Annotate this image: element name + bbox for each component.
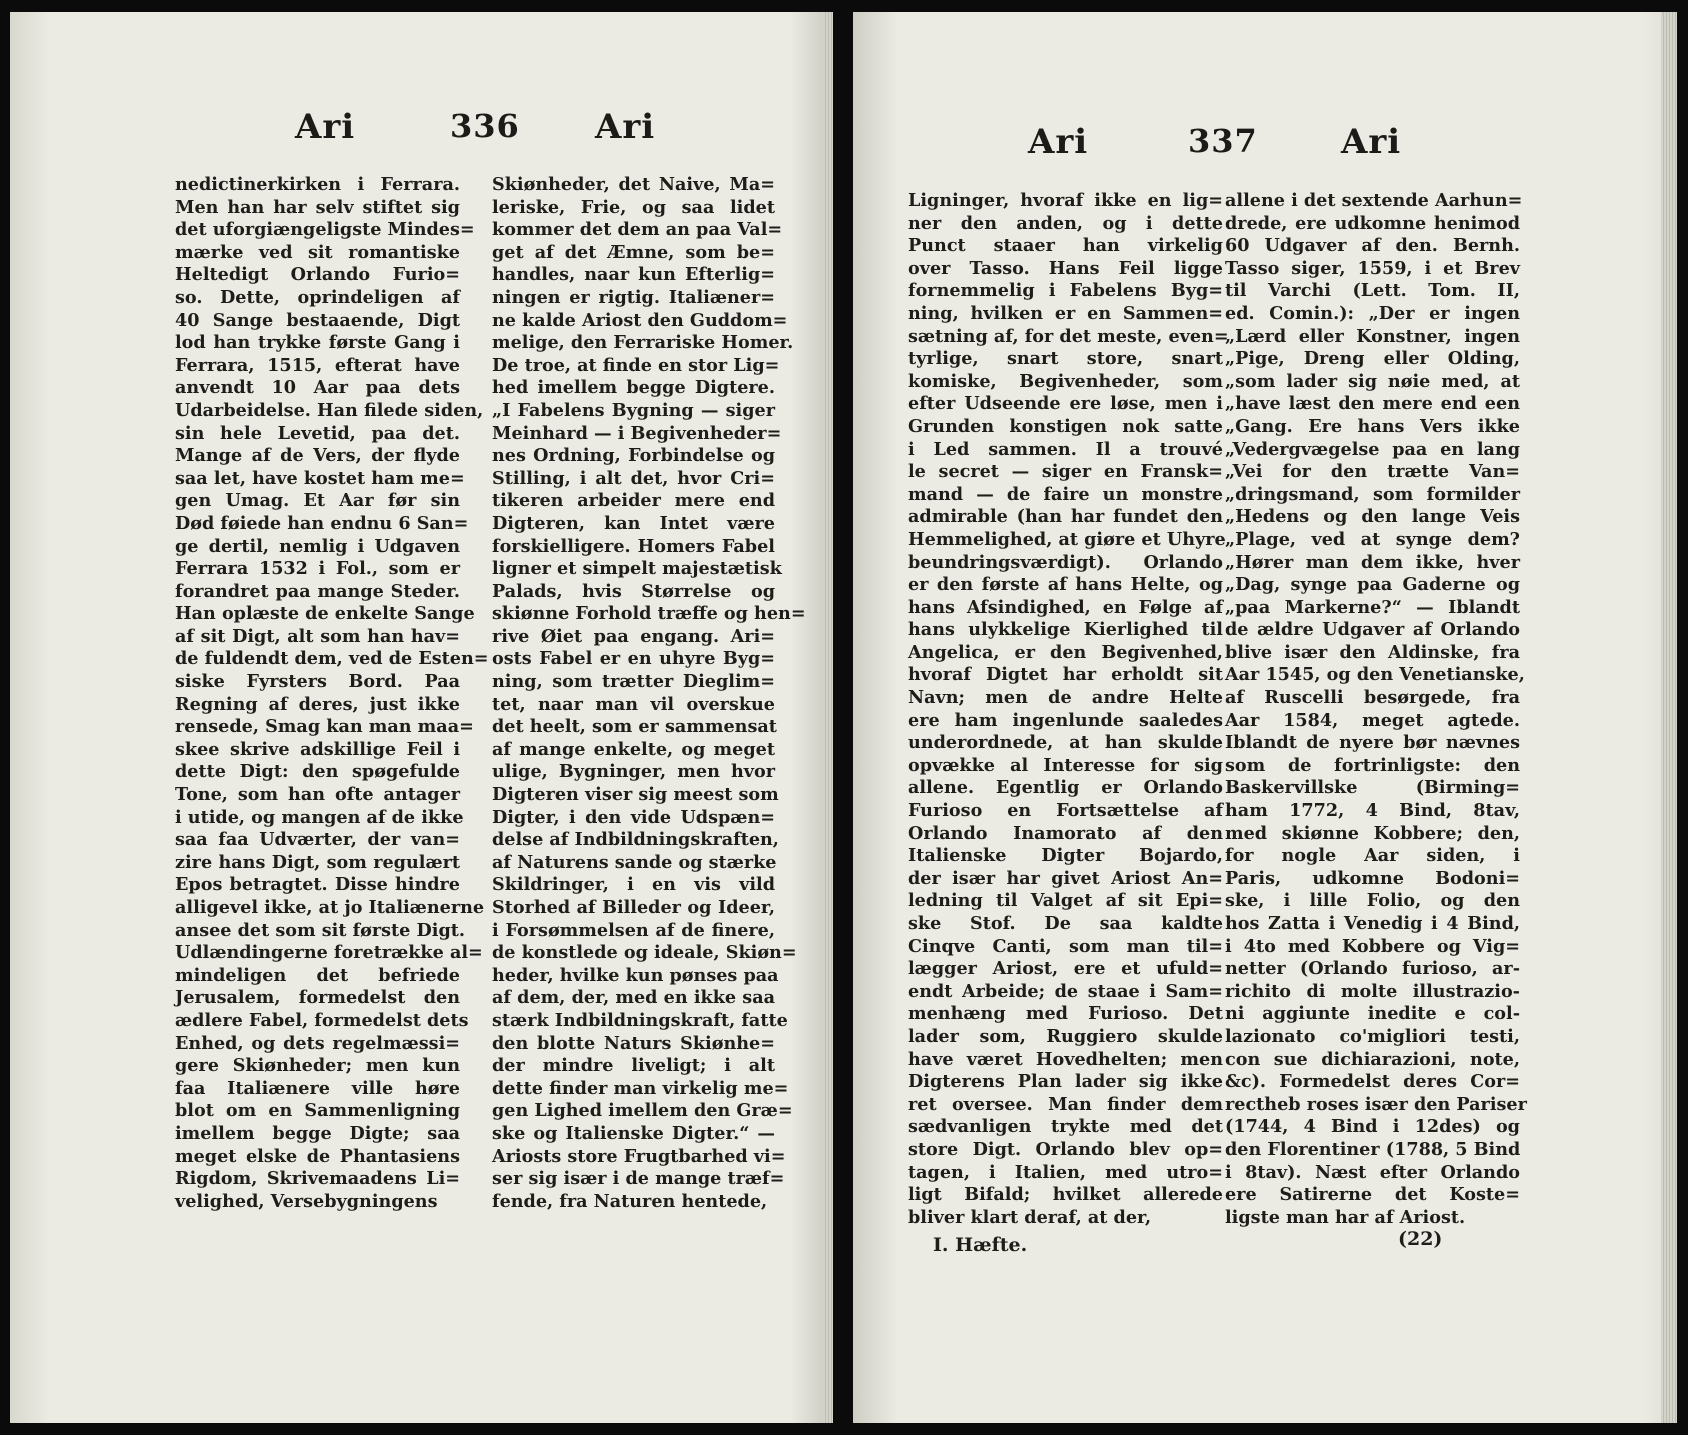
text-line: ere Satirerne det Koste= — [1225, 1184, 1520, 1206]
text-line: ligner et simpelt majestætisk — [492, 558, 782, 580]
text-line: mindeligen det befriede — [175, 964, 460, 986]
text-line: der mindre liveligt; i alt — [492, 1055, 775, 1077]
text-line: lægger Ariost, ere et ufuld= — [908, 958, 1223, 980]
text-line: Udarbeidelse. Han filede siden, — [175, 399, 484, 421]
left-page-column-2 — [492, 174, 806, 1213]
text-line: Ariosts store Frugtbarhed vi= — [492, 1145, 786, 1167]
text-line: Skildringer, i en vis vild — [492, 874, 775, 896]
sheet-number: (22) — [1398, 1228, 1443, 1250]
text-line: ed. Comin.): „Der er ingen — [1225, 302, 1520, 324]
text-line: tikeren arbeider mere end — [492, 490, 775, 512]
text-line: blive især den Aldinske, fra — [1225, 641, 1520, 663]
text-line: ret oversee. Man finder dem — [908, 1093, 1223, 1115]
text-line: leriske, Frie, og saa lidet — [492, 196, 775, 218]
text-line: saa faa Udværter, der van= — [175, 829, 460, 851]
text-line: ske Stof. De saa kaldte — [908, 913, 1223, 934]
text-line: forskielligere. Homers Fabel — [492, 535, 775, 557]
left-page-edge — [823, 12, 833, 1423]
text-line: ansee det som sit første Digt. — [175, 919, 465, 941]
text-line: De troe, at finde en stor Lig= — [492, 354, 780, 376]
text-line: faa Italiænere ville høre — [175, 1077, 460, 1099]
text-line: hed imellem begge Digtere. — [492, 377, 775, 399]
text-line: lazionato co'migliori testi, — [1225, 1025, 1520, 1047]
text-line: „Gang. Ere hans Vers ikke — [1225, 415, 1520, 437]
text-line: er den første af hans Helte, og — [908, 574, 1223, 596]
text-line: con sue dichiarazioni, note, — [1225, 1048, 1520, 1070]
text-line: de konstlede og ideale, Skiøn= — [492, 942, 797, 964]
text-line: „Dag, synge paa Gaderne og — [1225, 574, 1520, 596]
left-page-column-1 — [175, 174, 489, 1213]
text-line: gen Umag. Et Aar før sin — [175, 490, 460, 512]
text-line: forandret paa mange Steder. — [175, 580, 460, 602]
text-line: Punct staaer han virkelig — [908, 235, 1223, 257]
text-line: de ældre Udgaver af Orlando — [1225, 619, 1520, 641]
text-line: „paa Markerne?“ — Iblandt — [1225, 596, 1520, 618]
text-line: allene i det sextende Aarhun= — [1225, 190, 1523, 211]
text-line: i utide, og mangen af de ikke — [175, 806, 464, 828]
text-line: Ferrara, 1515, efterat have — [175, 354, 460, 376]
text-line: „have læst den mere end een — [1225, 393, 1520, 415]
text-line: dette Digt: den spøgefulde — [175, 761, 460, 783]
text-line: endt Arbeide; de staae i Sam= — [908, 980, 1223, 1002]
right-page-column-2 — [1225, 190, 1527, 1229]
text-line: Tone, som han ofte antager — [175, 784, 460, 806]
text-line: admirable (han har fundet den — [908, 506, 1223, 528]
text-line: den blotte Naturs Skiønhe= — [492, 1032, 775, 1054]
text-line: ligste man har af Ariost. — [1225, 1206, 1466, 1228]
text-line: blot om en Sammenligning — [175, 1100, 460, 1122]
text-line: ge dertil, nemlig i Udgaven — [175, 535, 460, 557]
text-line: Italienske Digter Bojardo, — [908, 845, 1223, 867]
text-line: skiønne Forhold træffe og hen= — [492, 603, 806, 625]
text-line: ædlere Fabel, formedelst dets — [175, 1009, 469, 1031]
text-line: „Vedergvægelse paa en lang — [1225, 438, 1520, 460]
text-line: menhæng med Furioso. Det — [908, 1003, 1223, 1025]
text-line: velighed, Versebygningens — [175, 1190, 438, 1212]
text-line: sin hele Levetid, paa det. — [175, 422, 460, 444]
text-line: Furioso en Fortsættelse af — [908, 800, 1223, 822]
text-line: Digterens Plan lader sig ikke — [908, 1071, 1223, 1093]
text-line: Orlando Inamorato af den — [908, 822, 1223, 844]
text-line: af sit Digt, alt som han hav= — [175, 625, 460, 647]
text-line: det heelt, som er sammensat — [492, 716, 777, 738]
text-line: efter Udseende ere løse, men i — [908, 393, 1223, 415]
text-line: „I Fabelens Bygning — siger — [492, 399, 775, 421]
text-line: over Tasso. Hans Feil ligge — [908, 257, 1223, 279]
text-line: ner den anden, og i dette — [908, 212, 1223, 234]
left-page — [10, 12, 833, 1423]
text-line: Rigdom, Skrivemaadens Li= — [175, 1168, 460, 1190]
text-line: Ferrara 1532 i Fol., som er — [175, 558, 460, 580]
text-line: sædvanligen trykte med det — [908, 1116, 1223, 1138]
text-line: Cinqve Canti, som man til= — [908, 935, 1223, 957]
text-line: Aar 1545, og den Venetianske, — [1225, 664, 1525, 686]
text-line: lod han trykke første Gang i — [175, 332, 460, 354]
text-line: mærke ved sit romantiske — [175, 241, 460, 263]
text-line: Skiønheder, det Naive, Ma= — [492, 174, 775, 195]
signature-mark: I. Hæfte. — [933, 1234, 1028, 1256]
left-head-word-right: Ari — [595, 107, 656, 147]
text-line: hvoraf Digtet har erholdt sit — [908, 664, 1223, 686]
text-line: &c). Formedelst deres Cor= — [1225, 1071, 1520, 1093]
text-line: ere ham ingenlunde saaledes — [908, 709, 1223, 731]
text-line: underordnede, at han skulde — [908, 732, 1223, 754]
text-line: „Pige, Dreng eller Olding, — [1225, 348, 1520, 370]
text-line: ningen er rigtig. Italiæner= — [492, 286, 775, 308]
text-line: Jerusalem, formedelst den — [175, 987, 460, 1009]
text-line: siske Fyrsters Bord. Paa — [175, 671, 460, 693]
text-line: opvække al Interesse for sig — [908, 754, 1223, 776]
text-line: „Plage, ved at synge dem? — [1225, 528, 1520, 550]
text-line: dette finder man virkelig me= — [492, 1077, 789, 1099]
text-line: melige, den Ferrariske Homer. — [492, 332, 794, 354]
text-line: ske, i lille Folio, og den — [1225, 890, 1520, 912]
text-line: „Hører man dem ikke, hver — [1225, 551, 1520, 573]
text-line: ske og Italienske Digter.“ — — [492, 1122, 775, 1144]
right-page — [853, 12, 1677, 1423]
text-line: ulige, Bygninger, men hvor — [492, 761, 775, 783]
text-line: for nogle Aar siden, i — [1225, 845, 1520, 867]
text-line: ham 1772, 4 Bind, 8tav, — [1225, 800, 1520, 822]
text-line: tet, naar man vil overskue — [492, 693, 775, 715]
text-line: „Vei for den trætte Van= — [1225, 461, 1520, 483]
text-line: zire hans Digt, som regulært — [175, 851, 460, 873]
text-line: „Lærd eller Konstner, ingen — [1225, 325, 1520, 347]
text-line: delse af Indbildningskraften, — [492, 829, 779, 851]
text-line: Mange af de Vers, der flyde — [175, 445, 460, 467]
text-line: sætning af, for det meste, even= — [908, 325, 1229, 347]
text-line: Paris, udkomne Bodoni= — [1225, 867, 1520, 889]
text-line: ning, som trætter Dieglim= — [492, 671, 775, 693]
text-line: den Florentiner (1788, 5 Bind — [1225, 1138, 1521, 1160]
text-line: store Digt. Orlando blev op= — [908, 1138, 1223, 1160]
text-line: get af det Æmne, som be= — [492, 241, 775, 263]
text-line: Død føiede han endnu 6 San= — [175, 512, 469, 534]
right-page-edge — [1661, 12, 1677, 1423]
text-line: Baskervillske (Birming= — [1225, 777, 1520, 799]
text-line: Digteren viser sig meest som — [492, 784, 779, 806]
text-line: Heltedigt Orlando Furio= — [175, 264, 460, 286]
text-line: fende, fra Naturen hentede, — [492, 1190, 768, 1212]
text-line: Enhed, og dets regelmæssi= — [175, 1032, 460, 1054]
text-line: ser sig især i de mange træf= — [492, 1168, 785, 1190]
text-line: tagen, i Italien, med utro= — [908, 1161, 1223, 1183]
text-line: Meinhard — i Begivenheder= — [492, 422, 782, 444]
text-line: have været Hovedhelten; men — [908, 1048, 1223, 1070]
text-line: handles, naar kun Efterlig= — [492, 264, 775, 286]
text-line: netter (Orlando furioso, ar- — [1225, 958, 1520, 980]
text-line: lader som, Ruggiero skulde — [908, 1025, 1223, 1047]
text-line: skee skrive adskillige Feil i — [175, 738, 460, 760]
text-line: de fuldendt dem, ved de Esten= — [175, 648, 489, 670]
text-line: Hemmelighed, at giøre et Uhyre — [908, 528, 1226, 550]
text-line: drede, ere udkomne henimod — [1225, 212, 1520, 234]
text-line: Iblandt de nyere bør nævnes — [1225, 732, 1520, 754]
text-line: Men han har selv stiftet sig — [175, 196, 460, 218]
text-line: tyrlige, snart store, snart — [908, 348, 1223, 370]
text-line: heder, hvilke kun pønses paa — [492, 964, 779, 986]
text-line: Ligninger, hvoraf ikke en lig= — [908, 190, 1223, 211]
text-line: ning, hvilken er en Sammen= — [908, 302, 1223, 324]
right-running-head — [853, 122, 1677, 182]
text-line: so. Dette, oprindeligen af — [175, 286, 460, 308]
text-line: Angelica, er den Begivenhed, — [908, 641, 1223, 663]
text-line: beundringsværdigt). Orlando — [908, 551, 1223, 573]
text-line: i 8tav). Næst efter Orlando — [1225, 1161, 1520, 1183]
text-line: richito di molte illustrazio- — [1225, 980, 1520, 1002]
text-line: Han oplæste de enkelte Sange — [175, 603, 475, 625]
text-line: hans ulykkelige Kierlighed til — [908, 619, 1223, 641]
text-line: „som lader sig nøie med, at — [1225, 370, 1520, 392]
text-line: (1744, 4 Bind i 12des) og — [1225, 1116, 1520, 1138]
text-line: Stilling, i alt det, hvor Cri= — [492, 467, 775, 489]
text-line: Digter, i den vide Udspæn= — [492, 806, 775, 828]
text-line: osts Fabel er en uhyre Byg= — [492, 648, 775, 670]
text-line: nedictinerkirken i Ferrara. — [175, 174, 460, 195]
text-line: Aar 1584, meget agtede. — [1225, 709, 1520, 731]
text-line: hos Zatta i Venedig i 4 Bind, — [1225, 913, 1520, 934]
text-line: gen Lighed imellem den Græ= — [492, 1100, 793, 1122]
text-line: af dem, der, med en ikke saa — [492, 987, 775, 1009]
text-line: 60 Udgaver af den. Bernh. — [1225, 235, 1520, 257]
text-line: mand — de faire un monstre — [908, 483, 1223, 505]
text-line: Grunden konstigen nok satte — [908, 415, 1223, 437]
text-line: i Forsømmelsen af de finere, — [492, 919, 775, 941]
text-line: alligevel ikke, at jo Italiænerne — [175, 897, 485, 918]
text-line: Tasso siger, 1559, i et Brev — [1225, 257, 1520, 279]
text-line: Navn; men de andre Helte — [908, 687, 1223, 709]
text-line: fornemmelig i Fabelens Byg= — [908, 280, 1223, 302]
text-line: i Led sammen. Il a trouvé — [908, 438, 1223, 460]
text-line: rive Øiet paa engang. Ari= — [492, 625, 775, 647]
text-line: Epos betragtet. Disse hindre — [175, 874, 460, 896]
text-line: saa let, have kostet ham me= — [175, 467, 465, 489]
text-line: af mange enkelte, og meget — [492, 738, 775, 760]
text-line: Palads, hvis Størrelse og — [492, 580, 775, 602]
text-line: som de fortrinligste: den — [1225, 754, 1520, 776]
text-line: i 4to med Kobbere og Vig= — [1225, 935, 1520, 957]
left-head-word-left: Ari — [295, 107, 356, 147]
text-line: stærk Indbildningskraft, fatte — [492, 1009, 788, 1031]
text-line: ni aggiunte inedite e col- — [1225, 1003, 1520, 1025]
text-line: Regning af deres, just ikke — [175, 693, 460, 715]
text-line: bliver klart deraf, at der, — [908, 1206, 1152, 1228]
text-line: anvendt 10 Aar paa dets — [175, 377, 460, 399]
left-running-head — [10, 107, 833, 167]
text-line: Storhed af Billeder og Ideer, — [492, 897, 775, 918]
text-line: ledning til Valget af sit Epi= — [908, 890, 1223, 912]
right-head-word-right: Ari — [1341, 122, 1402, 162]
text-line: til Varchi (Lett. Tom. II, — [1225, 280, 1520, 302]
text-line: gere Skiønheder; men kun — [175, 1055, 460, 1077]
text-line: hans Afsindighed, en Følge af — [908, 596, 1223, 618]
text-line: Digteren, kan Intet være — [492, 512, 775, 534]
left-page-number: 336 — [450, 107, 520, 145]
text-line: „dringsmand, som formilder — [1225, 483, 1520, 505]
right-head-word-left: Ari — [1028, 122, 1089, 162]
text-line: kommer det dem an paa Val= — [492, 219, 783, 241]
text-line: allene. Egentlig er Orlando — [908, 777, 1223, 799]
text-line: le secret — siger en Fransk= — [908, 461, 1223, 483]
text-line: rectheb roses især den Pariser — [1225, 1093, 1527, 1115]
text-line: der især har givet Ariost An= — [908, 867, 1223, 889]
text-line: Udlændingerne foretrække al= — [175, 942, 483, 964]
text-line: med skiønne Kobbere; den, — [1225, 822, 1520, 844]
text-line: ligt Bifald; hvilket allerede — [908, 1184, 1223, 1206]
text-line: rensede, Smag kan man maa= — [175, 716, 474, 738]
text-line: komiske, Begivenheder, som — [908, 370, 1223, 392]
text-line: „Hedens og den lange Veis — [1225, 506, 1520, 528]
text-line: nes Ordning, Forbindelse og — [492, 445, 775, 467]
text-line: det uforgiængeligste Mindes= — [175, 219, 475, 241]
text-line: af Naturens sande og stærke — [492, 851, 777, 873]
right-page-column-1 — [908, 190, 1229, 1229]
text-line: imellem begge Digte; saa — [175, 1122, 460, 1144]
text-line: 40 Sange bestaaende, Digt — [175, 309, 460, 331]
text-line: af Ruscelli besørgede, fra — [1225, 687, 1520, 709]
text-line: meget elske de Phantasiens — [175, 1145, 460, 1167]
text-line: ne kalde Ariost den Guddom= — [492, 309, 788, 331]
right-page-number: 337 — [1188, 122, 1258, 160]
